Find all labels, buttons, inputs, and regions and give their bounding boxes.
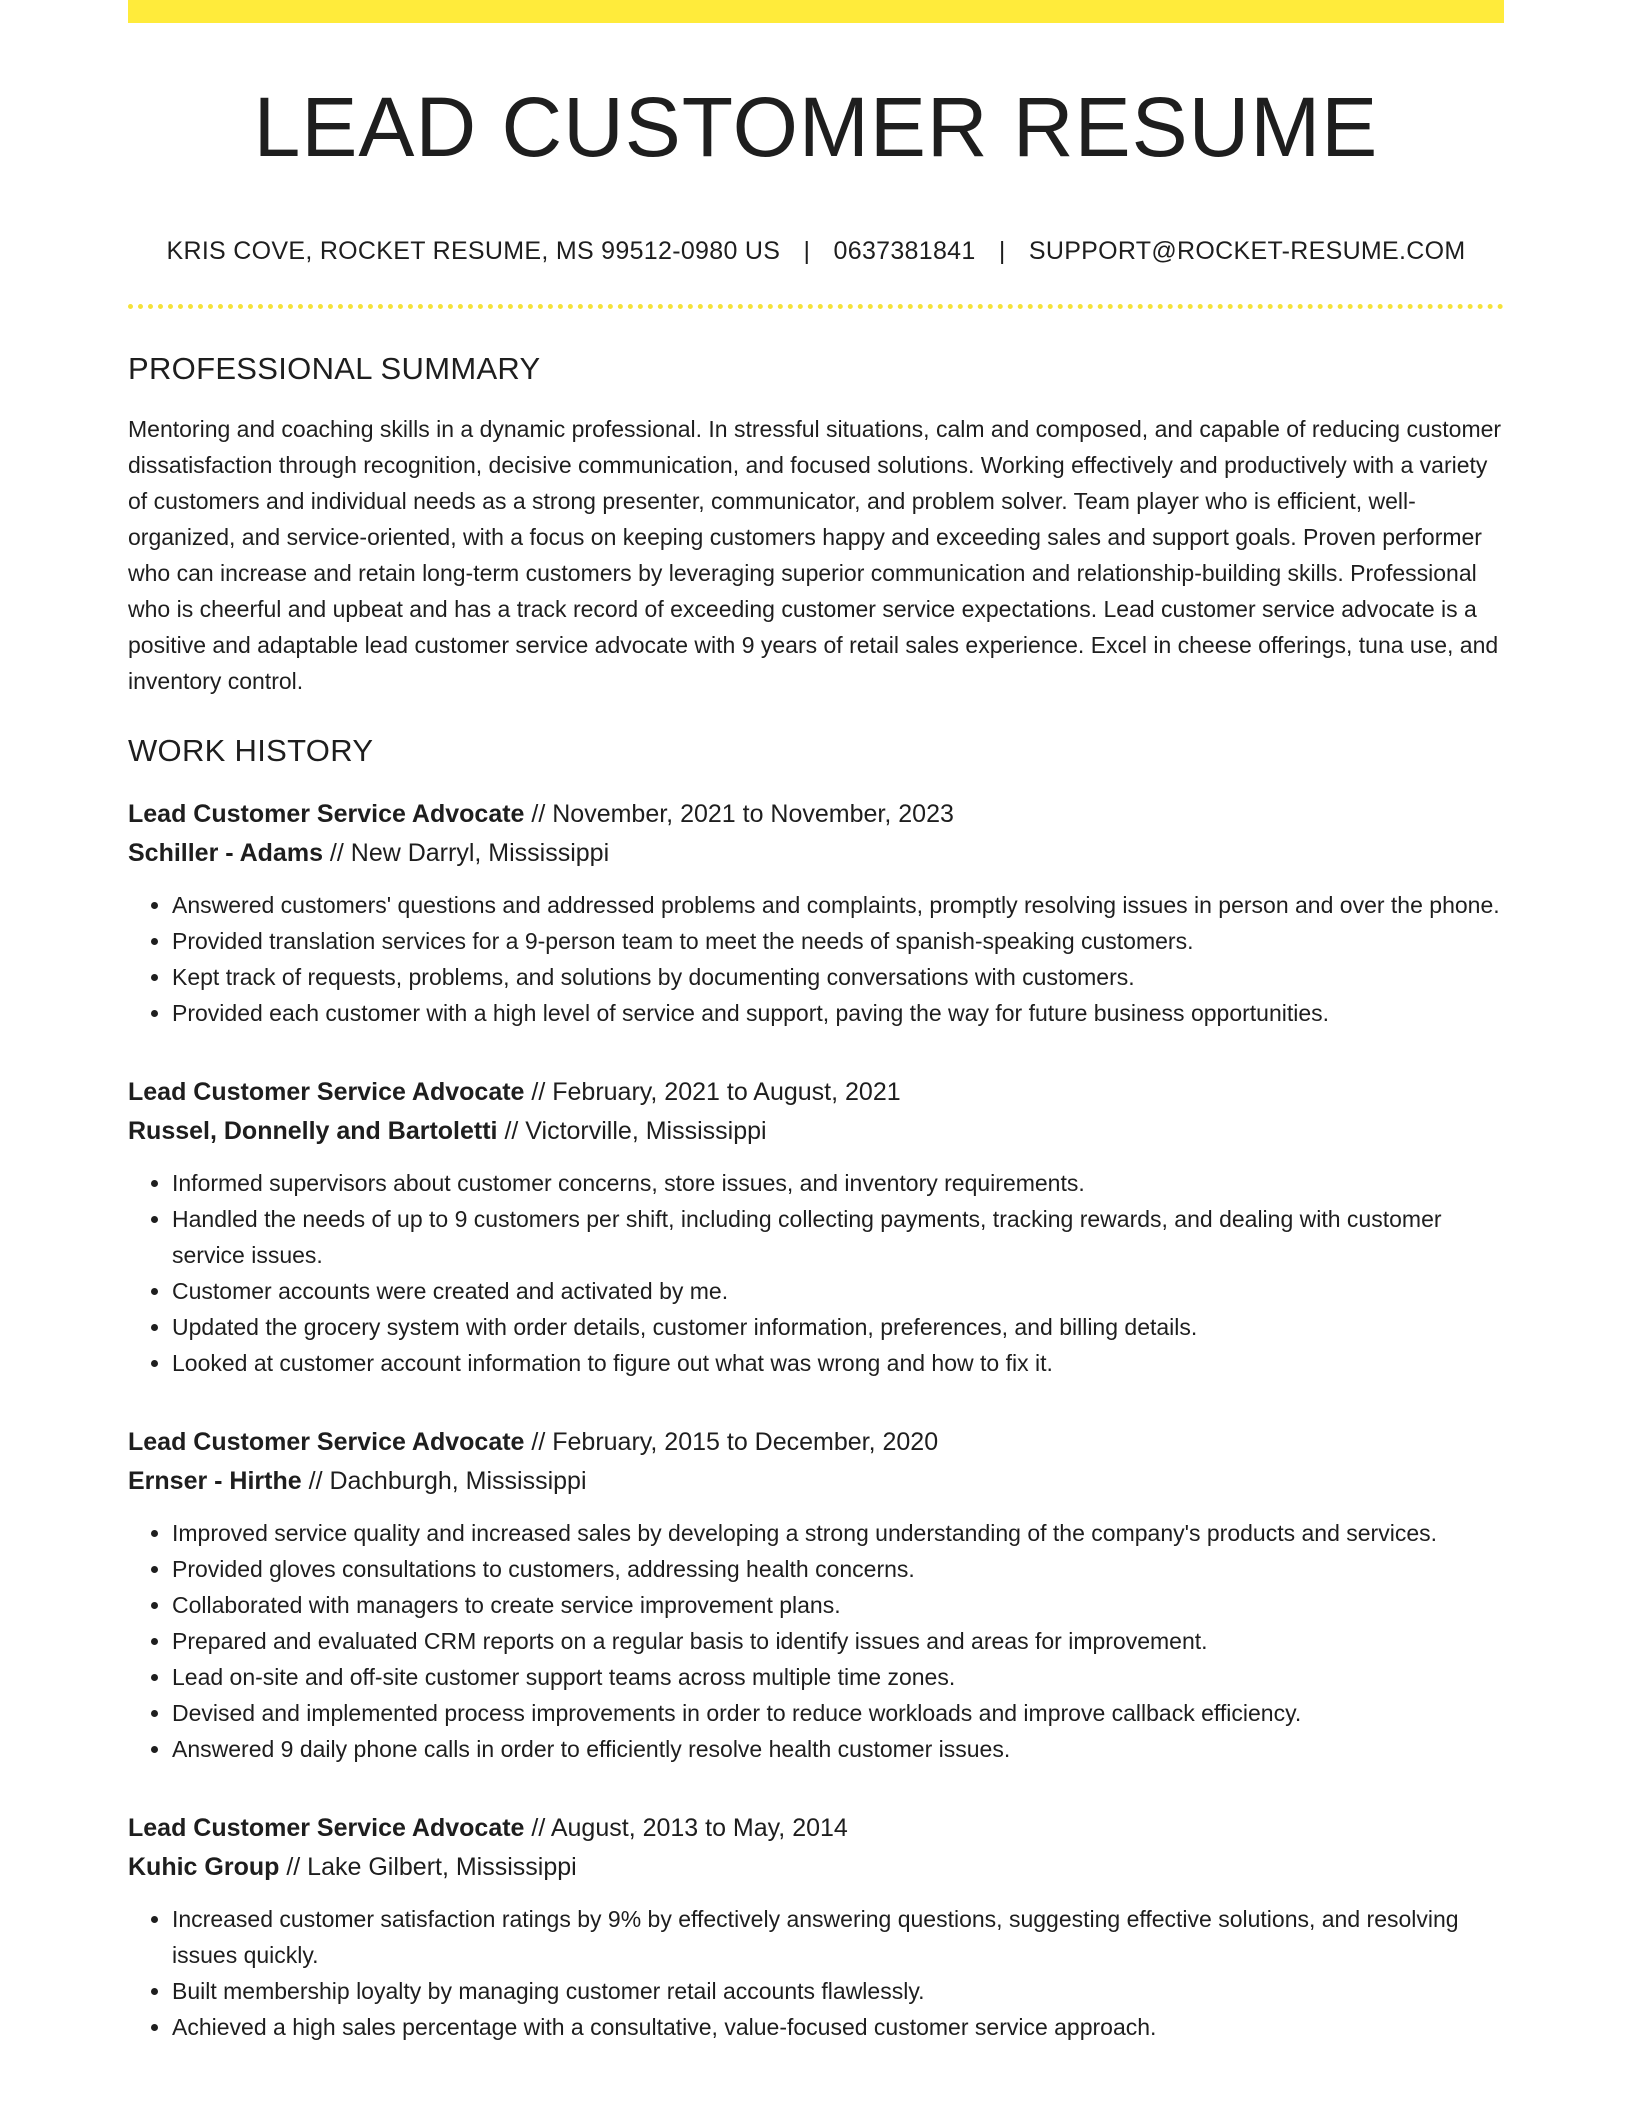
contact-separator: | [998,237,1006,266]
job-entry [128,1423,1504,1767]
job-bullet: • Answered 9 daily phone calls in order to efficiently resolve health customer issues. [172,1731,1504,1767]
job-dates: // August, 2013 to May, 2014 [524,1814,848,1843]
job-bullet: • Increased customer satisfaction ratings by 9% by effectively answering questions, suggesting effective solutions, and resolving issues quickly. [172,1901,1504,1973]
job-title: Lead Customer Service Advocate [128,800,525,829]
job-title: Lead Customer Service Advocate [128,1814,525,1843]
job-title-line [128,1423,1504,1462]
accent-bar [128,0,1504,23]
job-bullet: • Collaborated with managers to create service improvement plans. [172,1587,1504,1623]
summary-section [128,351,1504,699]
job-bullet: • Handled the needs of up to 9 customers per shift, including collecting payments, tracking rewards, and dealing with customer service issues. [172,1201,1504,1273]
summary-text: Mentoring and coaching skills in a dynamic professional. In stressful situations, calm and composed, and capable of reducing customer dissatisfaction through recognition, decisive communication, and focused solutions. Working effectively and productively with a variety of customers and individual needs as a strong presenter, communicator, and problem solver. Team player who is efficient, well-organized, and service-oriented, with a focus on keeping customers happy and exceeding sales and support goals. Proven performer who can increase and retain long-term customers by leveraging superior communication and relationship-building skills. Professional who is cheerful and upbeat and has a track record of exceeding customer service expectations. Lead customer service advocate is a positive and adaptable lead customer service advocate with 9 years of retail sales experience. Excel in cheese offerings, tuna use, and inventory control. [128,416,1502,695]
job-bullet: • Looked at customer account information to figure out what was wrong and how to fix it. [172,1345,1504,1381]
job-bullet: • Answered customers' questions and addressed problems and complaints, promptly resolving issues in person and over the phone. [172,887,1504,923]
job-title-line [128,1073,1504,1112]
job-bullets [128,887,1504,1031]
job-bullet: • Updated the grocery system with order details, customer information, preferences, and billing details. [172,1309,1504,1345]
job-bullets [128,1901,1504,2045]
job-location: // New Darryl, Mississippi [322,839,610,868]
job-company-line [128,834,1504,873]
job-title: Lead Customer Service Advocate [128,1428,525,1457]
job-company: Kuhic Group [128,1853,280,1882]
job-dates: // February, 2021 to August, 2021 [524,1078,901,1107]
job-bullet: • Provided translation services for a 9-person team to meet the needs of spanish-speaking customers. [172,923,1504,959]
job-bullet: • Kept track of requests, problems, and solutions by documenting conversations with customers. [172,959,1504,995]
contact-address: KRIS COVE, ROCKET RESUME, MS 99512-0980 US [166,237,781,266]
job-bullet: • Achieved a high sales percentage with a consultative, value-focused customer service approach. [172,2009,1504,2045]
job-dates: // February, 2015 to December, 2020 [524,1428,939,1457]
job-bullet: • Devised and implemented process improvements in order to reduce workloads and improve callback efficiency. [172,1695,1504,1731]
job-bullet: • Improved service quality and increased sales by developing a strong understanding of the company's products and services. [172,1515,1504,1551]
job-location: // Victorville, Mississippi [497,1117,767,1146]
job-bullet: • Customer accounts were created and activated by me. [172,1273,1504,1309]
job-bullet: • Informed supervisors about customer concerns, store issues, and inventory requirements. [172,1165,1504,1201]
job-bullet: • Built membership loyalty by managing customer retail accounts flawlessly. [172,1973,1504,2009]
job-bullets [128,1515,1504,1767]
job-title-line [128,1809,1504,1848]
contact-separator: | [803,237,811,266]
job-bullet: • Lead on-site and off-site customer support teams across multiple time zones. [172,1659,1504,1695]
job-company-line [128,1462,1504,1501]
job-title-line [128,795,1504,834]
job-location: // Lake Gilbert, Mississippi [279,1853,577,1882]
job-bullet: • Prepared and evaluated CRM reports on a regular basis to identify issues and areas for improvement. [172,1623,1504,1659]
dotted-divider [128,304,1504,309]
job-bullets [128,1165,1504,1381]
contact-phone: 0637381841 [833,237,976,266]
job-company: Schiller - Adams [128,839,323,868]
resume-page [128,0,1504,2045]
job-location: // Dachburgh, Mississippi [301,1467,587,1496]
resume-title: LEAD CUSTOMER RESUME [253,80,1379,174]
job-company-line [128,1112,1504,1151]
work-history-heading: WORK HISTORY [128,733,374,769]
job-bullet: • Provided gloves consultations to customers, addressing health concerns. [172,1551,1504,1587]
work-history-section [128,733,1504,2045]
job-title: Lead Customer Service Advocate [128,1078,525,1107]
job-company: Russel, Donnelly and Bartoletti [128,1117,498,1146]
job-company-line [128,1848,1504,1887]
summary-heading: PROFESSIONAL SUMMARY [128,351,541,387]
contact-email: SUPPORT@ROCKET-RESUME.COM [1028,237,1466,266]
contact-line [128,237,1504,266]
job-dates: // November, 2021 to November, 2023 [524,800,954,829]
job-entry [128,1809,1504,2045]
job-bullet: • Provided each customer with a high level of service and support, paving the way for future business opportunities. [172,995,1504,1031]
job-entry [128,1073,1504,1381]
job-company: Ernser - Hirthe [128,1467,302,1496]
job-entry [128,795,1504,1031]
